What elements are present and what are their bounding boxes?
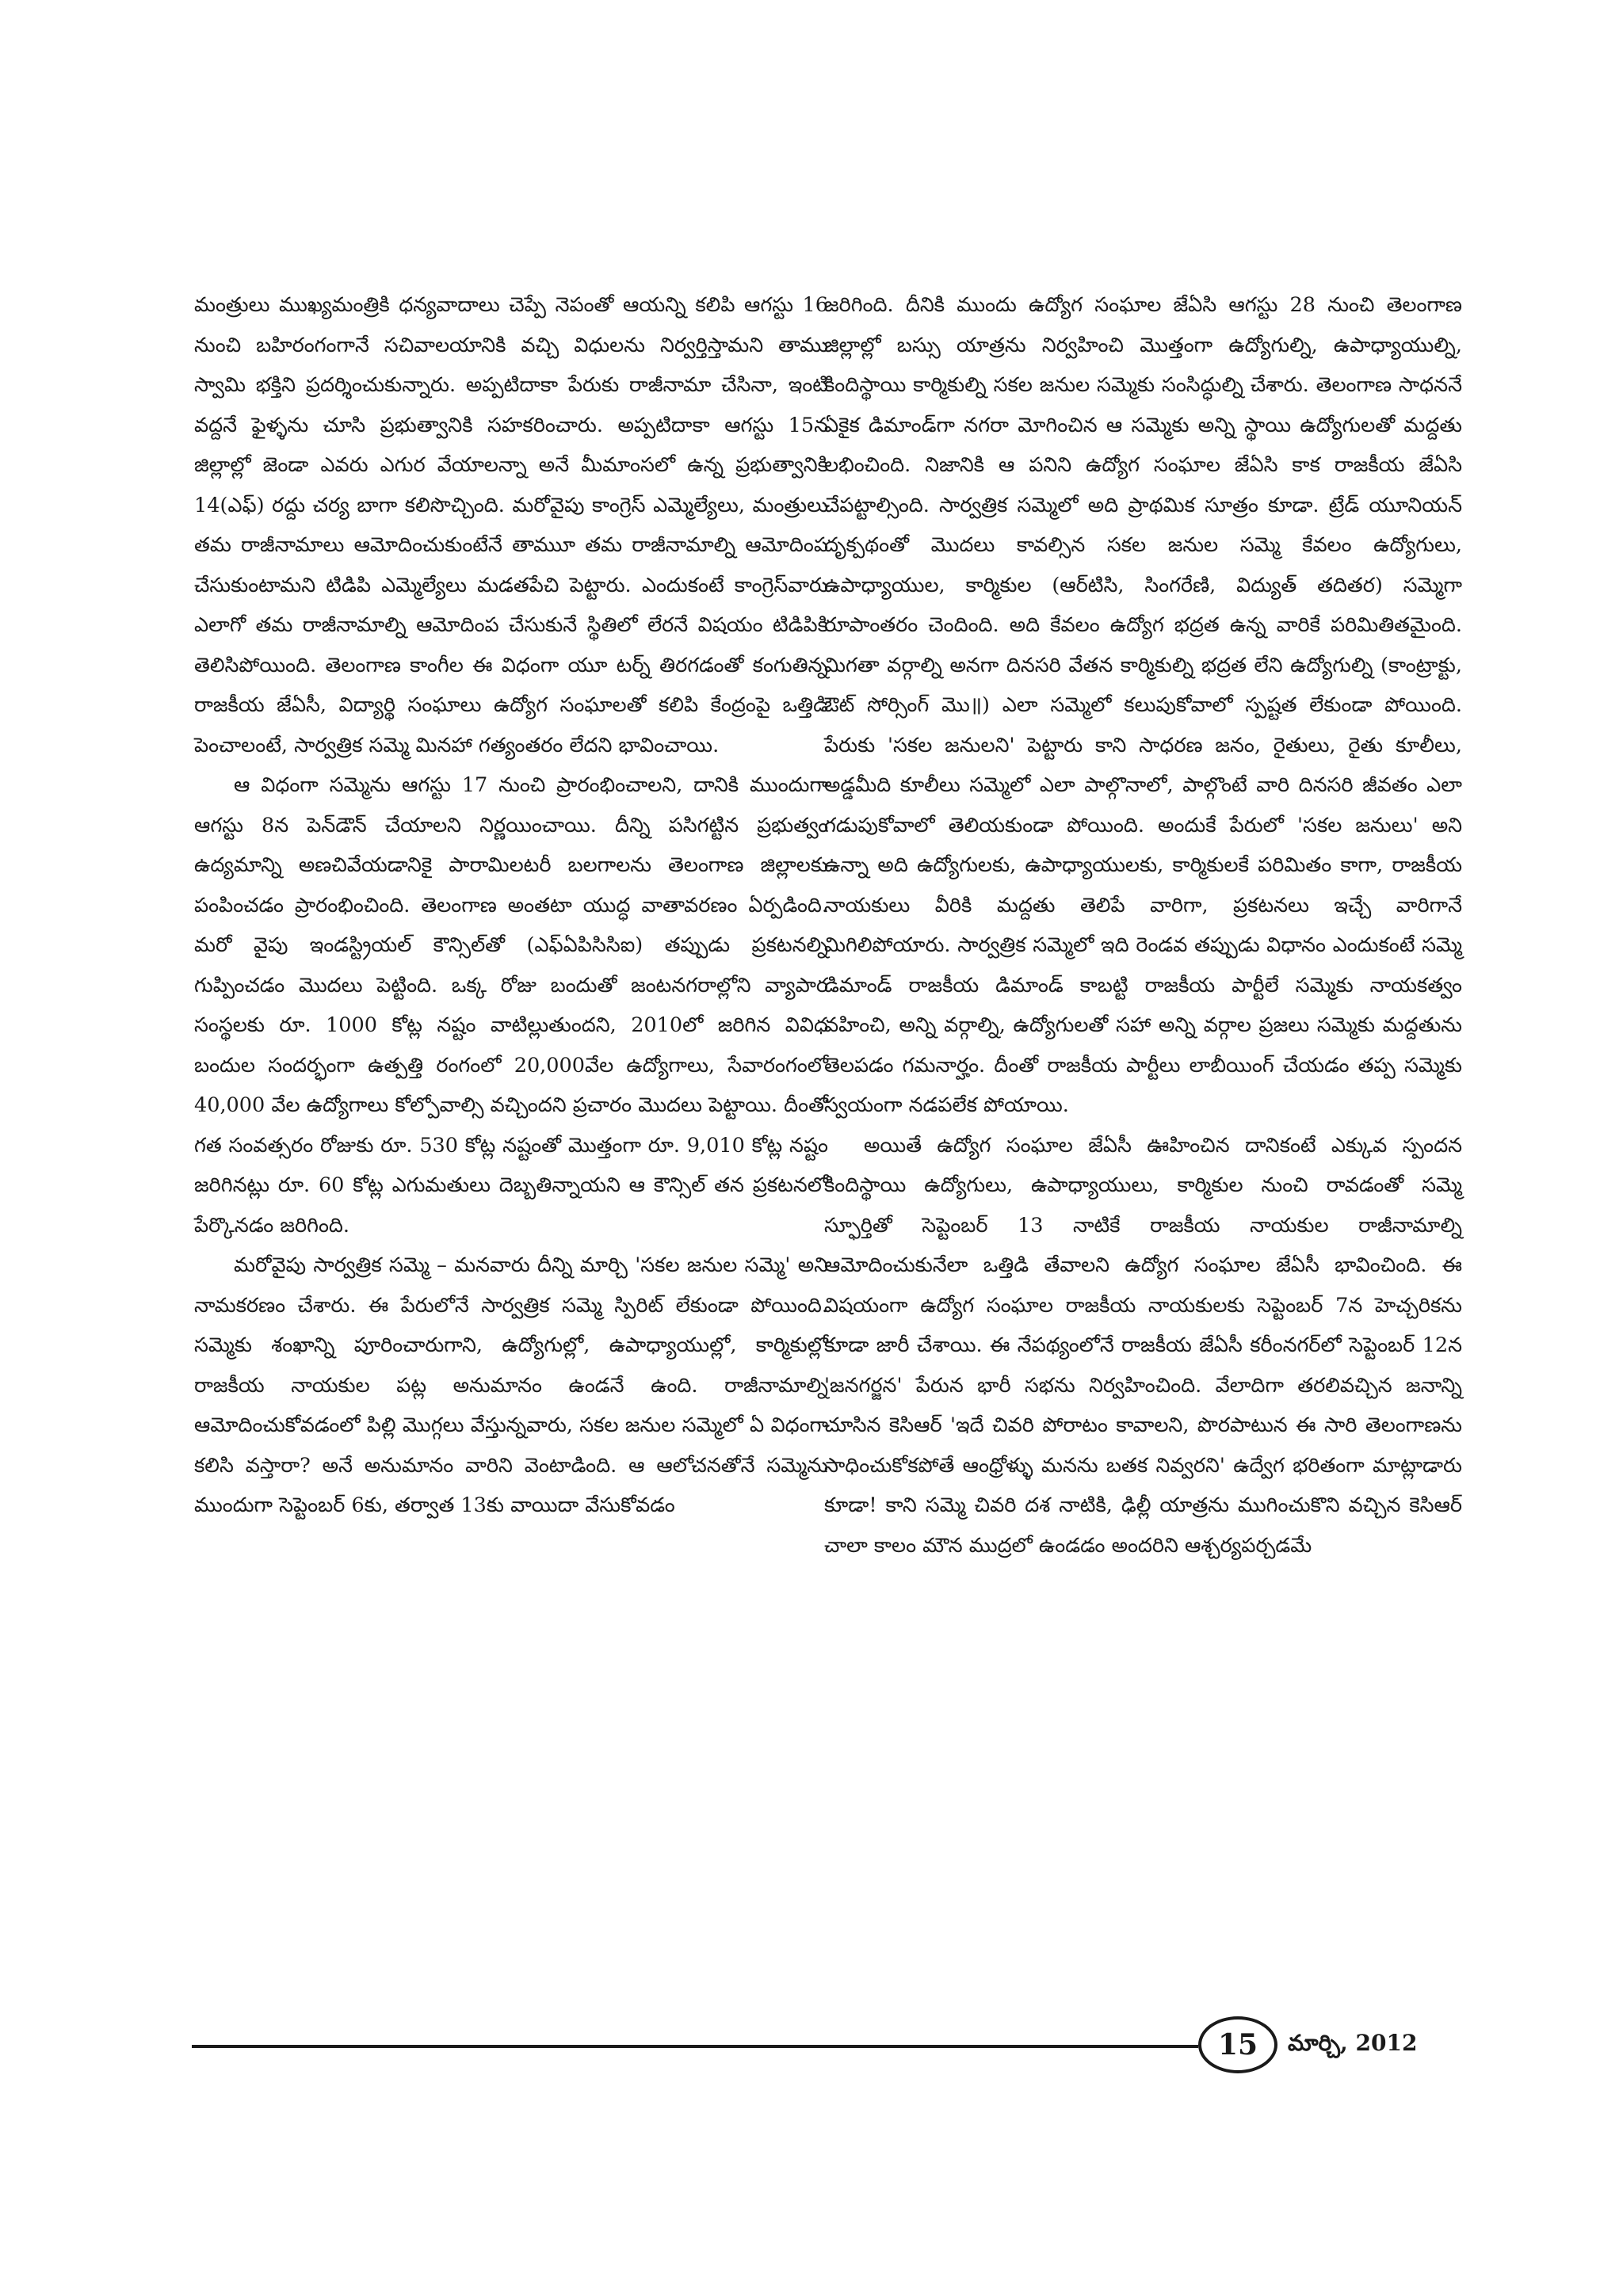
paragraph: మంత్రులు ముఖ్యమంత్రికి ధన్యవాదాలు చెప్పే నెపంతో ఆయన్ని కలిపి ఆగస్టు 16 నుంచి బహిరంగంగానే సచివాలయానికి వచ్చి విధులను నిర్వర్తిస్తామని తాము స్వామి భక్తిని ప్రదర్శించుకున్నారు. అప్పటిదాకా పేరుకు రాజీనామా చేసినా, ఇంటి వద్దనే ఫైళ్ళను చూసి ప్రభుత్వానికి సహకరించారు. అప్పటిదాకా ఆగస్టు 15న జిల్లాల్లో జెండా ఎవరు ఎగుర వేయాలన్నా అనే మీమాంసలో ఉన్న ప్రభుత్వానికి 14(ఎఫ్) రద్దు చర్య బాగా కలిసొచ్చింది. మరోవైపు కాంగ్రెస్ ఎమ్మెల్యేలు, మంత్రులు తమ రాజీనామాలు ఆమోదించుకుంటేనే తాముూ తమ రాజీనామాల్ని ఆమోదింప చేసుకుంటామని టిడిపి ఎమ్మెల్యేలు మడతపేచి పెట్టారు. ఎందుకంటే కాంగ్రెస్‌వారు ఎలాగో తమ రాజీనామాల్ని ఆమోదింప చేసుకునే స్థితిలో లేరనే విషయం టిడిపికి తెలిసిపోయింది. తెలంగాణ కాంగీల ఈ విధంగా యూ టర్న్ తిరగడంతో కంగుతిన్న రాజకీయ జేఏసీ, విద్యార్థి సంఘాలు ఉద్యోగ సంఘాలతో కలిపి కేంద్రంపై ఒత్తిడి పెంచాలంటే, సార్వత్రిక సమ్మె మినహా గత్యంతరం లేదని భావించాయి. <box>194 293 828 757</box>
footer-rule <box>192 2045 1198 2048</box>
page-number-badge <box>1198 2016 1277 2073</box>
article-column-right <box>824 285 1462 1566</box>
paragraph: ఆ విధంగా సమ్మెను ఆగస్టు 17 నుంచి ప్రారంభించాలని, దానికి ముందుగా ఆగస్టు 8న పెన్‌డౌన్ చేయాలని నిర్ణయించాయి. దీన్ని పసిగట్టిన ప్రభుత్వం ఉద్యమాన్ని అణచివేయడానికై పారామిలటరీ బలగాలను తెలంగాణ జిల్లాలకు పంపించడం ప్రారంభించింది. తెలంగాణ అంతటా యుద్ధ వాతావరణం ఏర్పడింది. మరో వైపు ఇండస్ట్రియల్ కౌన్సిల్‌తో (ఎఫ్ఏపిసిసిఐ) తప్పుడు ప్రకటనల్ని గుప్పించడం మొదలు పెట్టింది. ఒక్క రోజు బందుతో జంటనగరాల్లోని వ్యాపార సంస్థలకు రూ. 1000 కోట్ల నష్టం వాటిల్లుతుందని, 2010లో జరిగిన వివిధ బందుల సందర్భంగా ఉత్పత్తి రంగంలో 20,000వేల ఉద్యోగాలు, సేవారంగంలో 40,000 వేల ఉద్యోగాలు కోల్పోవాల్సి వచ్చిందని ప్రచారం మొదలు పెట్టాయి. దీంతో గత సంవత్సరం రోజుకు రూ. 530 కోట్ల నష్టంతో మొత్తంగా రూ. 9,010 కోట్ల నష్టం జరిగినట్లు రూ. 60 కోట్ల ఎగుమతులు దెబ్బతిన్నాయని ఆ కౌన్సిల్ తన ప్రకటనలో పేర్కొనడం జరిగింది. <box>194 773 828 1238</box>
paragraph: మరోవైపు సార్వత్రిక సమ్మె – మనవారు దీన్ని మార్చి 'సకల జనుల సమ్మె' అని నామకరణం చేశారు. ఈ పేరులోనే సార్వత్రిక సమ్మె స్పిరిట్ లేకుండా పోయింది. సమ్మెకు శంఖాన్ని పూరించారుగాని, ఉద్యోగుల్లో, ఉపాధ్యాయుల్లో, కార్మికుల్లో రాజకీయ నాయకుల పట్ల అనుమానం ఉండనే ఉంది. రాజీనామాల్ని ఆమోదించుకోవడంలో పిల్లి మొగ్గలు వేస్తున్నవారు, సకల జనుల సమ్మెలో ఏ విధంగా కలిసి వస్తారా? అనే అనుమానం వారిని వెంటాడింది. ఆ ఆలోచనతోనే సమ్మెను ముందుగా సెప్టెంబర్ 6కు, తర్వాత 13కు వాయిదా వేసుకోవడం <box>194 1253 828 1517</box>
paragraph: అయితే ఉద్యోగ సంఘాల జేఏసీ ఊహించిన దానికంటే ఎక్కువ స్పందన కిందిస్థాయి ఉద్యోగులు, ఉపాధ్యాయులు, కార్మికుల నుంచి రావడంతో సమ్మె స్ఫూర్తితో సెప్టెంబర్ 13 నాటికే రాజకీయ నాయకుల రాజీనామాల్ని ఆమోదించుకునేలా ఒత్తిడి తేవాలని ఉద్యోగ సంఘాల జేఏసీ భావించింది. ఈ విషయంగా ఉద్యోగ సంఘాల రాజకీయ నాయకులకు సెప్టెంబర్ 7న హెచ్చరికను కూడా జారీ చేశాయి. ఈ నేపథ్యంలోనే రాజకీయ జేఏసీ కరీంనగర్‌లో సెప్టెంబర్ 12న 'జనగర్జన' పేరున భారీ సభను నిర్వహించింది. వేలాదిగా తరలివచ్చిన జనాన్ని చూసిన కెసిఆర్ 'ఇదే చివరి పోరాటం కావాలని, పొరపాటున ఈ సారి తెలంగాణను సాధించుకోకపోతే ఆంధ్రోళ్ళు మనను బతక నివ్వరని' ఉద్వేగ భరితంగా మాట్లాడారు కూడా! కాని సమ్మె చివరి దశ నాటికి, ఢిల్లీ యాత్రను ముగించుకొని వచ్చిన కెసిఆర్ చాలా కాలం మౌన ముద్రలో ఉండడం అందరిని ఆశ్చర్యపర్చడమే <box>824 1133 1462 1558</box>
issue-date: మార్చి, 2012 <box>1288 2030 1418 2056</box>
page-number: 15 <box>1217 2028 1258 2061</box>
paragraph: జరిగింది. దీనికి ముందు ఉద్యోగ సంఘాల జేఏసి ఆగస్టు 28 నుంచి తెలంగాణ జిల్లాల్లో బస్సు యాత్రను నిర్వహించి మొత్తంగా ఉద్యోగుల్ని, ఉపాధ్యాయుల్ని, కిందిస్థాయి కార్మికుల్ని సకల జనుల సమ్మెకు సంసిద్ధుల్ని చేశారు. తెలంగాణ సాధననే ఏకైక డిమాండ్‌గా నగరా మోగించిన ఆ సమ్మెకు అన్ని స్థాయి ఉద్యోగులతో మద్దతు లభించింది. నిజానికి ఆ పనిని ఉద్యోగ సంఘాల జేఏసి కాక రాజకీయ జేఏసి చేపట్టాల్సింది. సార్వత్రిక సమ్మెలో అది ప్రాథమిక సూత్రం కూడా. ట్రేడ్ యూనియన్ దృక్పథంతో మొదలు కావల్సిన సకల జనుల సమ్మె కేవలం ఉద్యోగులు, ఉపాధ్యాయుల, కార్మికుల (ఆర్‌టిసి, సింగరేణి, విద్యుత్ తదితర) సమ్మెగా రూపాంతరం చెందింది. అది కేవలం ఉద్యోగ భద్రత ఉన్న వారికే పరిమితితమైంది. మిగతా వర్గాల్ని అనగా దినసరి వేతన కార్మికుల్ని భద్రత లేని ఉద్యోగుల్ని (కాంట్రాక్టు, ఔట్ సోర్సింగ్ మొ॥) ఎలా సమ్మెలో కలుపుకోవాలో స్పష్టత లేకుండా పోయింది. పేరుకు 'సకల జనులని' పెట్టారు కాని సాధరణ జనం, రైతులు, రైతు కూలీలు, అడ్డమీది కూలీలు సమ్మెలో ఎలా పాల్గొనాలో, పాల్గొంటే వారి దినసరి జీవతం ఎలా గడుపుకోవాలో తెలియకుండా పోయింది. అందుకే పేరులో 'సకల జనులు' అని ఉన్నా అది ఉద్యోగులకు, ఉపాధ్యాయులకు, కార్మికులకే పరిమితం కాగా, రాజకీయ నాయకులు వీరికి మద్దతు తెలిపే వారిగా, ప్రకటనలు ఇచ్చే వారిగానే మిగిలిపోయారు. సార్వత్రిక సమ్మెలో ఇది రెండవ తప్పుడు విధానం ఎందుకంటే సమ్మె డిమాండ్ రాజకీయ డిమాండ్ కాబట్టి రాజకీయ పార్టీలే సమ్మెకు నాయకత్వం వహించి, అన్ని వర్గాల్ని, ఉద్యోగులతో సహా అన్ని వర్గాల ప్రజలు సమ్మెకు మద్దతును తెలపడం గమనార్హం. దీంతో రాజకీయ పార్టీలు లాబీయింగ్ చేయడం తప్ప సమ్మెకు స్వయంగా నడపలేక పోయాయి. <box>824 293 1462 1117</box>
article-column-left <box>194 285 828 1526</box>
